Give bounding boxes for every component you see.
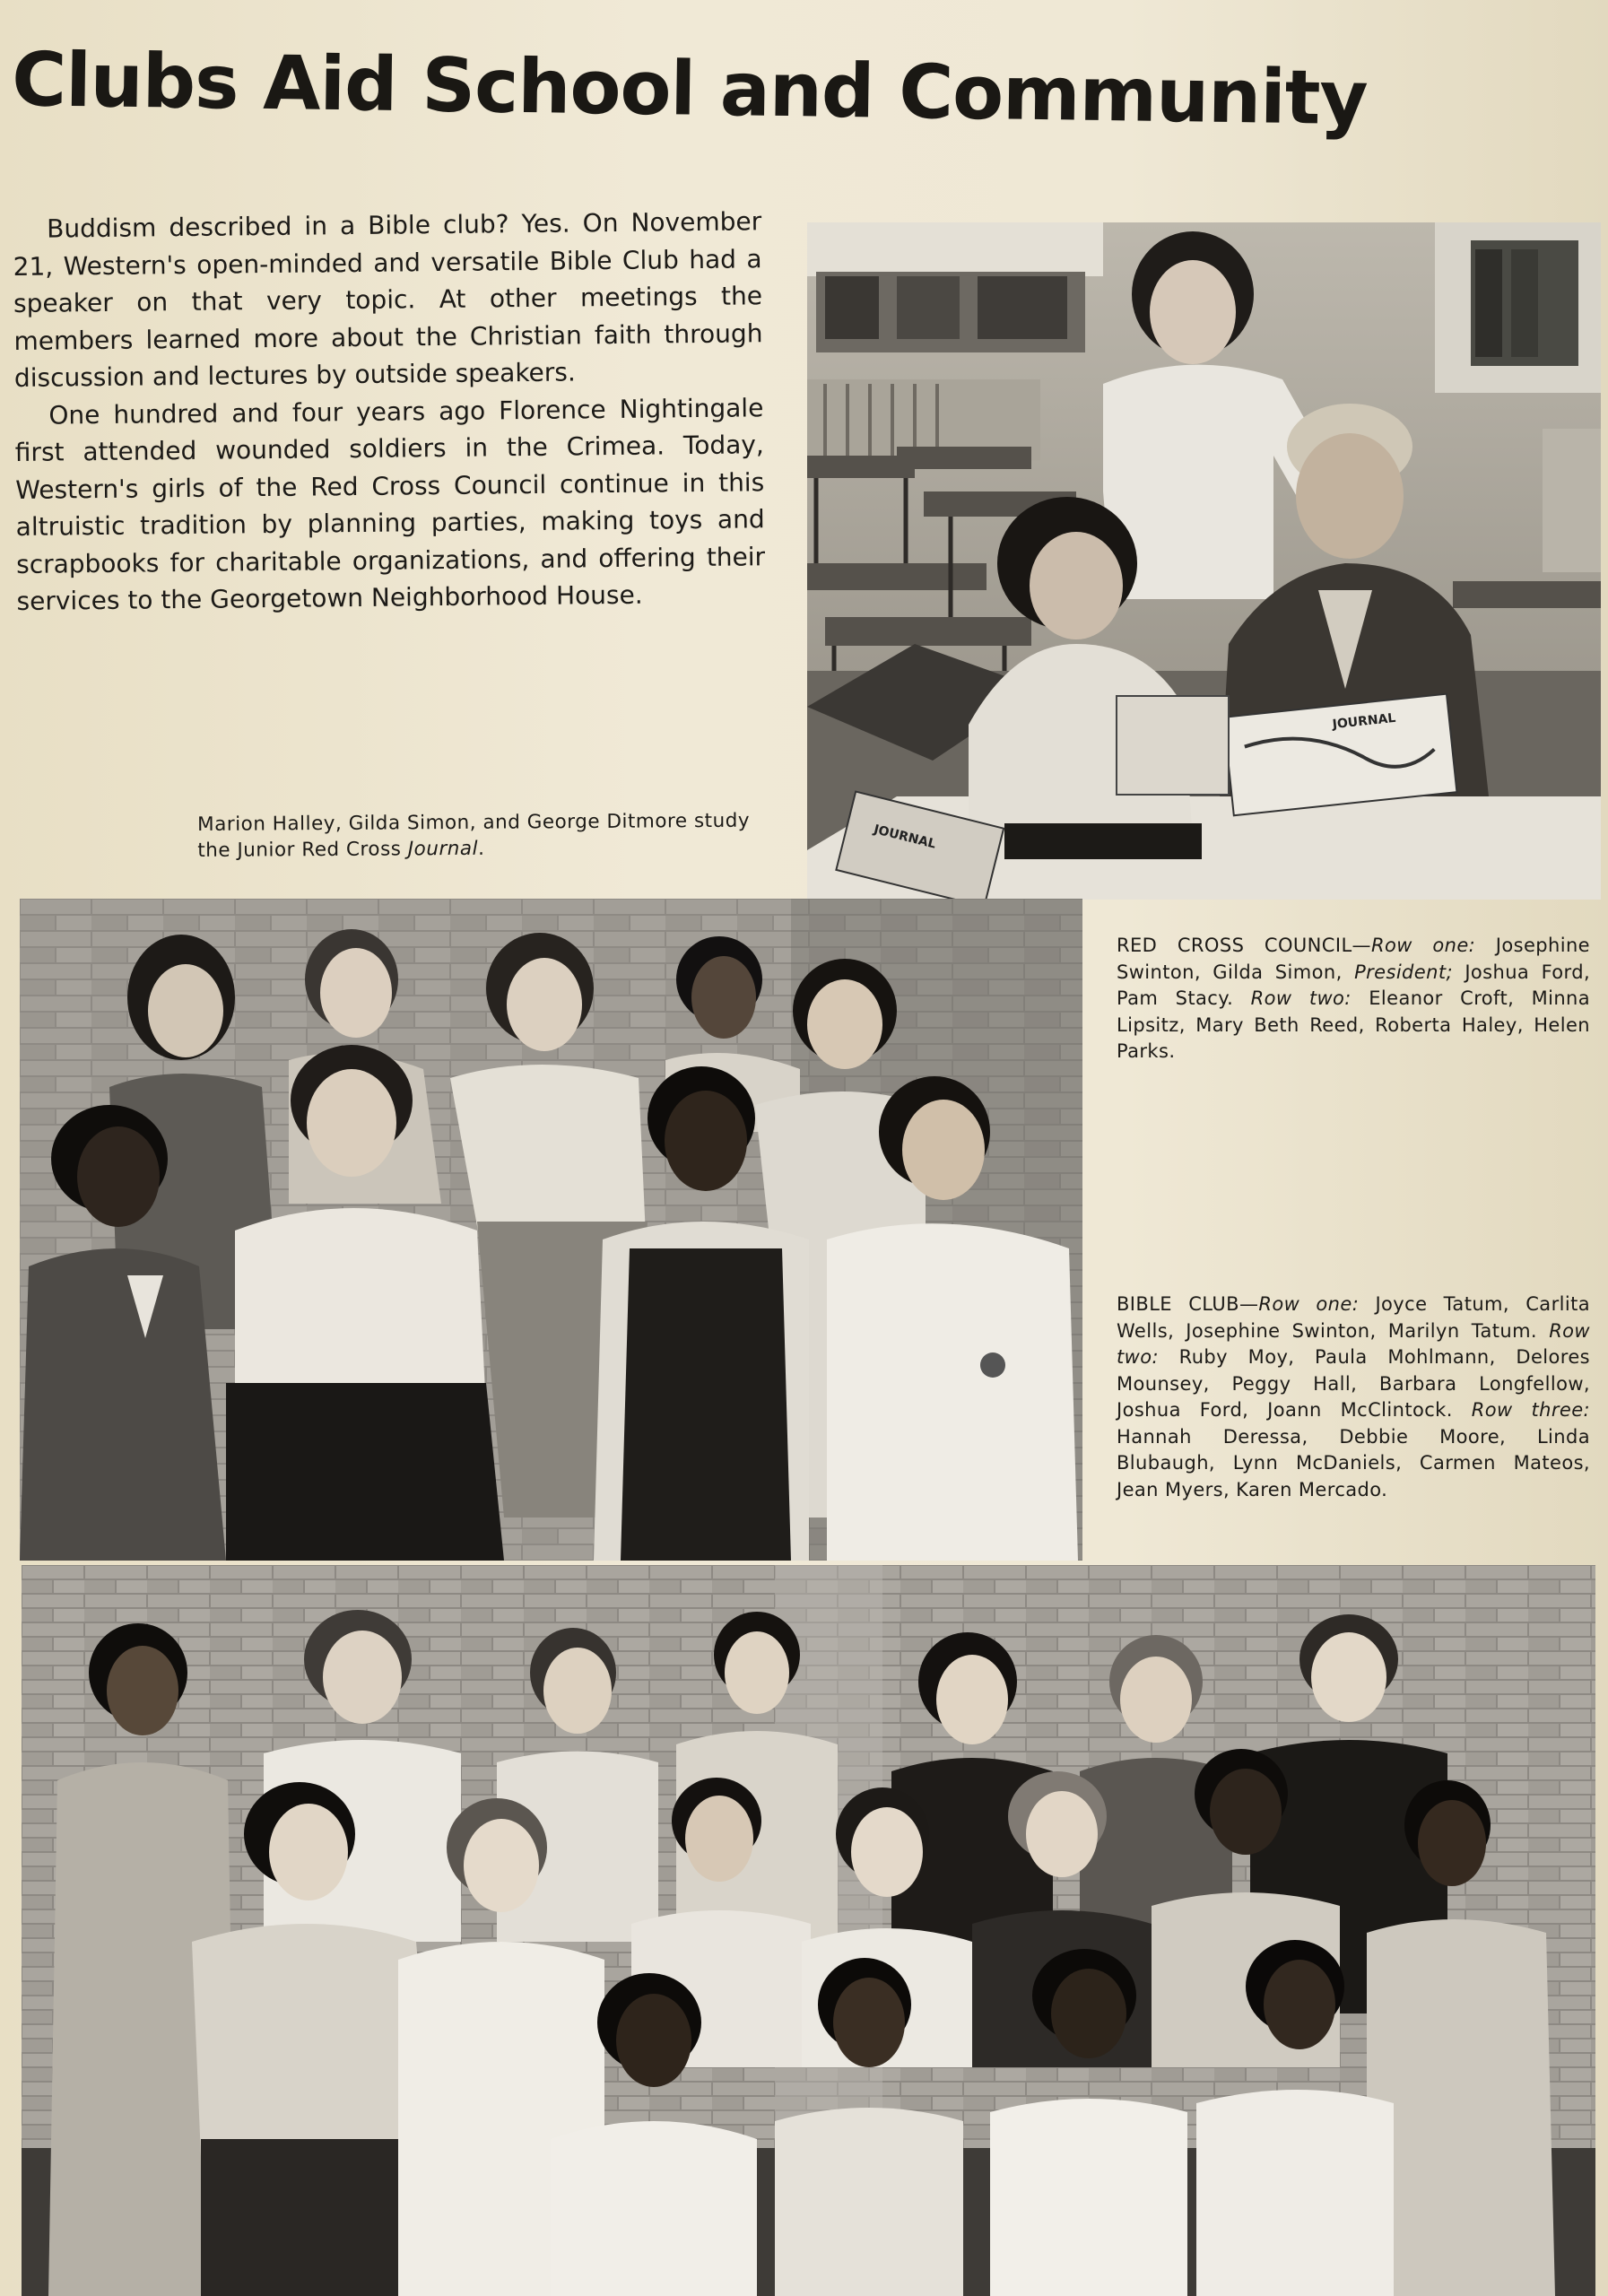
top-photo-caption [197, 808, 771, 864]
red-cross-row-two: Eleanor Croft, Minna Lipsitz, Mary Beth Reed, Roberta Haley, Helen Parks. [1117, 987, 1591, 1062]
top-photo-caption-text: Marion Halley, Gilda Simon, and George Ditmore study the Junior Red Cross [197, 809, 751, 862]
intro-paragraph-1: Buddism described in a Bible club? Yes. On November 21, Western's open-minded and versatile Bible Club had a speaker on that very topic. At other meetings the members learned more about the Christian faith through discussion and lectures by outside speakers. [13, 206, 763, 393]
bible-row-two-label: Row two: [1117, 1319, 1591, 1368]
red-cross-president-label: President; [1354, 961, 1453, 983]
red-cross-row-one-label: Row one: [1370, 935, 1476, 956]
intro-paragraph-2: One hundred and four years ago Florence Nightingale first attended wounded soldiers in the Crimea. Today, Western's girls of the Red Cross Council continue in this altruistic tradition by planning parties, making toys and scrapbooks for charitable organizations, and offering their services to the Georgetown Neighborhood House. [14, 392, 766, 616]
intro-text [13, 203, 766, 620]
bible-row-three-label: Row three: [1471, 1399, 1591, 1421]
top-photo-caption-journal: Journal [407, 837, 479, 861]
bible-club-caption [1117, 1292, 1590, 1503]
magazine-title-right: JOURNAL [1332, 710, 1397, 733]
bible-club-photo [22, 1565, 1595, 2296]
bible-row-one-label: Row one: [1258, 1293, 1360, 1315]
red-cross-row-one-b: Joshua Ford, Pam Stacy. [1117, 961, 1591, 1009]
bible-row-three: Hannah Deressa, Debbie Moore, Linda Blubaugh, Lynn McDaniels, Carmen Mateos, Jean Myers, Karen Mercado. [1117, 1425, 1590, 1500]
red-cross-row-one-a: Josephine Swinton, Gilda Simon, [1117, 935, 1590, 983]
page-headline: Clubs Aid School and Community [11, 36, 1369, 143]
red-cross-row-two-label: Row two: [1250, 987, 1352, 1009]
bible-heading: BIBLE CLUB— [1117, 1293, 1259, 1315]
red-cross-council-photo [20, 899, 1082, 1561]
red-cross-heading: RED CROSS COUNCIL— [1117, 935, 1371, 956]
red-cross-caption [1117, 933, 1590, 1065]
bible-row-one: Joyce Tatum, Carlita Wells, Josephine Swinton, Marilyn Tatum. [1117, 1293, 1590, 1342]
top-photo-caption-end: . [477, 837, 485, 860]
magazine-title-left: JOURNAL [872, 822, 938, 852]
top-photo-study-group [807, 222, 1601, 900]
bible-row-two: Ruby Moy, Paula Mohlmann, Delores Mounsey, Peggy Hall, Barbara Longfellow, Joshua Ford, Joann McClintock. [1117, 1346, 1591, 1421]
